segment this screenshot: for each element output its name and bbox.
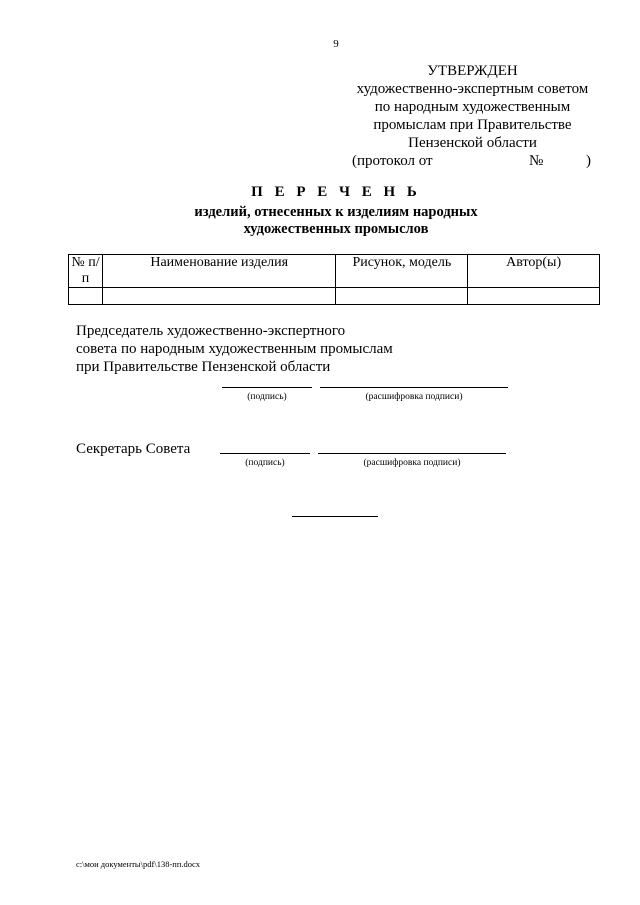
subtitle-line: художественных промыслов <box>243 221 429 237</box>
approval-title: УТВЕРЖДЕН <box>427 63 518 79</box>
secretary-signature-caption: (подпись) <box>245 458 285 468</box>
secretary-label: Секретарь Совета <box>76 441 191 457</box>
protocol-open: (протокол от <box>352 153 433 169</box>
table-cell[interactable] <box>468 288 600 305</box>
approval-line: Пензенской области <box>408 135 537 151</box>
chairman-decoding-caption: (расшифровка подписи) <box>365 392 463 402</box>
table-cell[interactable] <box>69 288 103 305</box>
chairman-line: совета по народным художественным промыслам <box>76 341 393 357</box>
secretary-signature-line[interactable] <box>220 453 310 454</box>
approval-line: по народным художественным <box>374 99 571 115</box>
approval-line: промыслам при Правительстве <box>373 117 572 133</box>
footer-file-path: c:\мои документы\pdf\138-пп.docx <box>76 859 201 869</box>
approval-block <box>340 62 605 170</box>
items-table <box>68 254 600 305</box>
table-row <box>69 288 600 305</box>
subtitle-line: изделий, отнесенных к изделиям народных <box>194 204 478 220</box>
page-number: 9 <box>333 38 339 50</box>
table-cell[interactable] <box>336 288 468 305</box>
header-drawing-model: Рисунок, модель <box>336 255 468 288</box>
end-divider <box>292 516 378 517</box>
document-title: П Е Р Е Ч Е Н Ь <box>251 184 421 200</box>
chairman-signature-caption: (подпись) <box>247 392 287 402</box>
secretary-decoding-caption: (расшифровка подписи) <box>363 458 461 468</box>
document-subtitle <box>0 204 640 238</box>
protocol-number-sign: № <box>529 153 544 169</box>
header-authors: Автор(ы) <box>468 255 600 288</box>
chairman-line: при Правительстве Пензенской области <box>76 359 331 375</box>
chairman-line: Председатель художественно-экспертного <box>76 323 346 339</box>
protocol-line <box>340 152 605 170</box>
approval-line: художественно-экспертным советом <box>356 81 589 97</box>
chairman-decoding-line[interactable] <box>320 387 508 388</box>
table-header-row <box>69 255 600 288</box>
chairman-signature-line[interactable] <box>222 387 312 388</box>
header-number: № п/п <box>69 255 103 288</box>
secretary-decoding-line[interactable] <box>318 453 506 454</box>
table-cell[interactable] <box>102 288 336 305</box>
chairman-title <box>76 322 393 376</box>
header-item-name: Наименование изделия <box>102 255 336 288</box>
protocol-close: ) <box>586 153 591 169</box>
